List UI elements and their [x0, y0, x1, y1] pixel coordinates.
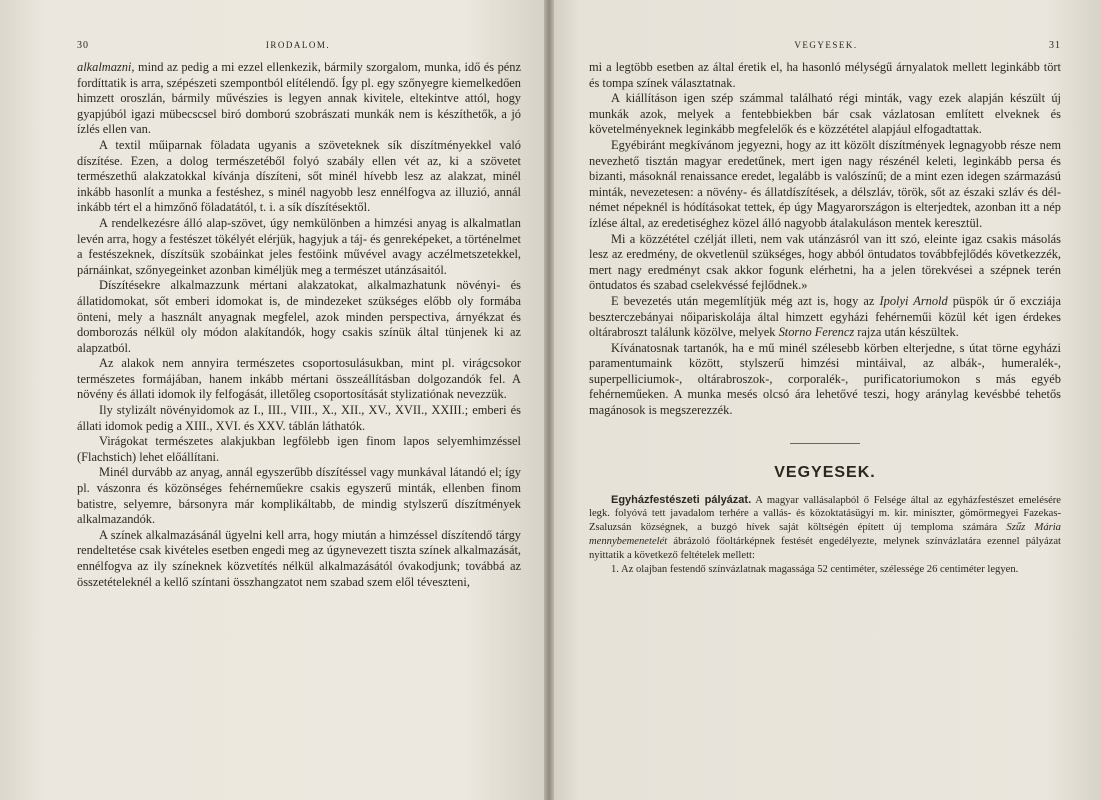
section-divider [790, 443, 860, 444]
left-paragraph: Minél durvább az anyag, annál egyszerűbb díszítéssel vagy munkával látandó el; így pl. vászonra és közönséges fehérneműekre csakis egyszerű minták, ellenben finom batistre, selyemre, bársonyra már komplikáltabb, de mindig stylszerű díszítmények alkalmazandók. [77, 465, 521, 527]
left-paragraph: Virágokat természetes alakjukban legfölebb igen finom lapos selyemhimzéssel (Flachstich) lehet előállítani. [77, 434, 521, 464]
notice-text [589, 494, 1061, 577]
italic-title: Szűz Mária mennybemenetelét [589, 522, 1061, 548]
italic-lead: alkalmazni, [77, 60, 135, 74]
italic-name: Storno Ferencz [778, 325, 855, 340]
left-paragraph [77, 60, 521, 138]
left-body-text [77, 60, 521, 590]
right-paragraph: Kívánatosnak tartanók, ha e mű minél szélesebb körben elterjedne, s útat törne egyházi paramentumaink között, stylszerű himzési mintáival, az albák-, humeralék-, superpelliciumok-, oltárabroszok-, corporalék-, purificatoriumokon s más egyéb fehérneműeken. A munka mesés olcsó ára lehetővé teszi, hogy aránylag kevésbbé tehetős magánosok is megszerezzék. [589, 340, 1061, 418]
left-paragraph: Ily stylizált növényidomok az I., III., VIII., X., XII., XV., XVII., XXIII.; emberi és állati idomok pedig a XIII., XVI. és XXV. táblán láthatók. [77, 403, 521, 433]
section-title: VEGYESEK. [774, 463, 876, 481]
right-running-head [589, 40, 1061, 60]
paragraph-text: ábrázoló főoltárképnek festését engedélyezte, melynek színvázlatára ezennel pályázat nyittatik a következő feltételek mellett: [589, 536, 1061, 561]
left-paragraph: A textil műiparnak föladata ugyanis a szöveteknek sík díszítményekkel való díszítése. Ezen, a dolog természetéből folyó szabály ellen vét az, ki a szövetet természethű alakzatokkal kívánja díszíteni, sőt minél hívebb lesz az alakzat, minél inkább hasonlít a munka a festéshez, s minél nagyobb lesz ennélfogva az illuzió, annál inkább tért el a himzőnő föladatától, t. i. a sík díszítésektől. [77, 137, 521, 215]
left-paragraph: Az alakok nem annyira természetes csoportosulásukban, mint pl. virágcsokor természetes formájában, hanem inkább mértani összeállításban dolgozandók fel. A növény és állati idomok ily felfogását, illetőleg csoportosítását stylizatiónak nevezzük. [77, 356, 521, 402]
left-paragraph: A rendelkezésre álló alap-szövet, úgy nemkülönben a himzési anyag is alkalmatlan levén arra, hogy a festészet tökélyét elérjük, hagyjuk a táj- és genreképeket, a történelmet a festészeknek, díszítsük szobáinkat jeles festőink művével avagy aczélmetszetekkel, párnáinkat, szőnyegeinket azonban kiméljük meg a természet utánzásaitól. [77, 215, 521, 277]
left-running-title: IRODALOM. [265, 40, 331, 50]
notice-item: 1. Az olajban festendő színvázlatnak magassága 52 centiméter, szélessége 26 centiméter legyen. [611, 563, 1019, 575]
paragraph-text: A magyar vallásalapból ő Felsége által az egyházfestészet emelésére legk. folyóvá tett javadalom terhére a vallás- és közoktatásügyi m. kir. miniszter, gömörmegyei Fazekas-Zsaluzsán községnek, a buzgó hívek saját költségén épített új temploma számára [589, 494, 1062, 534]
right-page-number: 31 [1049, 40, 1061, 51]
right-page [547, 0, 1101, 800]
right-body-text [589, 60, 1061, 419]
left-paragraph: Díszítésekre alkalmazzunk mértani alakzatokat, alkalmazhatunk növényi- és állatidomokat, sőt emberi idomokat is, de mindezeket szükséges előbb oly formába önteni, mely a használt anyagnak megfelel, azok minden perspectiva, árnyékzat és domborozás nélkül oly módon alakítandók, hogy csakis színük által tünjenek ki az alapzatból. [77, 278, 521, 355]
right-paragraph [589, 294, 1061, 341]
right-running-title: VEGYESEK. [794, 40, 858, 50]
left-running-head [77, 40, 521, 60]
paragraph-text: püspök úr ő excziája beszterczebányai nőipariskolája által himzett egyházi fehérneműi közül két igen érdekes oltárabroszt találunk közölve, melyek [589, 293, 1061, 340]
right-paragraph: Egyébiránt megkívánom jegyezni, hogy az itt közölt díszítmények legnagyobb része nem nevezhető tisztán magyar eredetűnek, mert igen nagy részénél keleti, leginkább persa és bizanti, másoknál renaissance eredet, legalább is valószínű; de a mint ezen idegen származású minták, nevezetesen: a növény- és állatdíszítések, a délszláv, török, sőt az északi szláv és dél-német népeknél is hódításokat tettek, ép úgy Magyarországon is elterjedtek, azonban itt a nép ízlése által, az eredetiséghez közel álló nagyobb átalakuláson mentek keresztül. [589, 137, 1061, 230]
left-page [0, 0, 547, 800]
notice-paragraph [589, 494, 1061, 563]
paragraph-text: E bevezetés után megemlítjük még azt is, hogy az [611, 293, 880, 308]
notice-lead: Egyházfestészeti pályázat. [611, 493, 752, 506]
left-paragraph: A színek alkalmazásánál ügyelni kell arra, hogy miután a himzéssel díszítendő tárgy rendeltetése csak kivételes esetben engedi meg az úgynevezett tiszta színek alkalmazását, ennélfogva az ily színeknek közvetítés nélkül alkalmazásától óvakodjunk; továbbá az összetételeknél a kellő színtani összhangzatot nem szabad szem elől téveszteni, [77, 527, 521, 589]
book-gutter [544, 0, 554, 800]
italic-name: Ipolyi Arnold [879, 293, 948, 308]
right-paragraph: Mi a közzététel czélját illeti, nem vak utánzásról van itt szó, eleinte igaz csakis másolás lesz az eredmény, de okvetlenül szükséges, hogy abból öntudatos továbbfejlődés következzék, mert nagy eredményt csak akkor fogunk elérhetni, ha a jelen törekvései a szépnek terén öntudatos és szabad cselekvéssé fejlődnek.» [589, 231, 1061, 293]
left-page-number: 30 [77, 40, 89, 51]
paragraph-text: rajza után készültek. [854, 325, 959, 340]
paragraph-text: mind az pedig a mi ezzel ellenkezik, bármily szorgalom, munka, idő és pénz fordíttatik is arra, szépészeti szempontból elítélendő. Így pl. egy szőnyegre kiemelkedően himzett oroszlán, bármily művészies is legyen annak kivitele, eltekintve attól, hogy gyapjúból igazi mübecscsel biró domború szobrászati munkák nem is készíthetők, a jó ízlés ellen van. [77, 60, 521, 137]
right-paragraph: mi a legtöbb esetben az által éretik el, ha hasonló mélységű árnyalatok mellett leginkább tört és tompa színek választatnak. [589, 60, 1061, 90]
right-paragraph: A kiállításon igen szép számmal található régi minták, vagy ezek alapján készült új munkák azok, melyek a fentebbiekben bár csak vázlatosan említett elveknek és követelményeknek leginkább megfelelők és e közzététel alapjául elfogadtattak. [589, 91, 1061, 137]
